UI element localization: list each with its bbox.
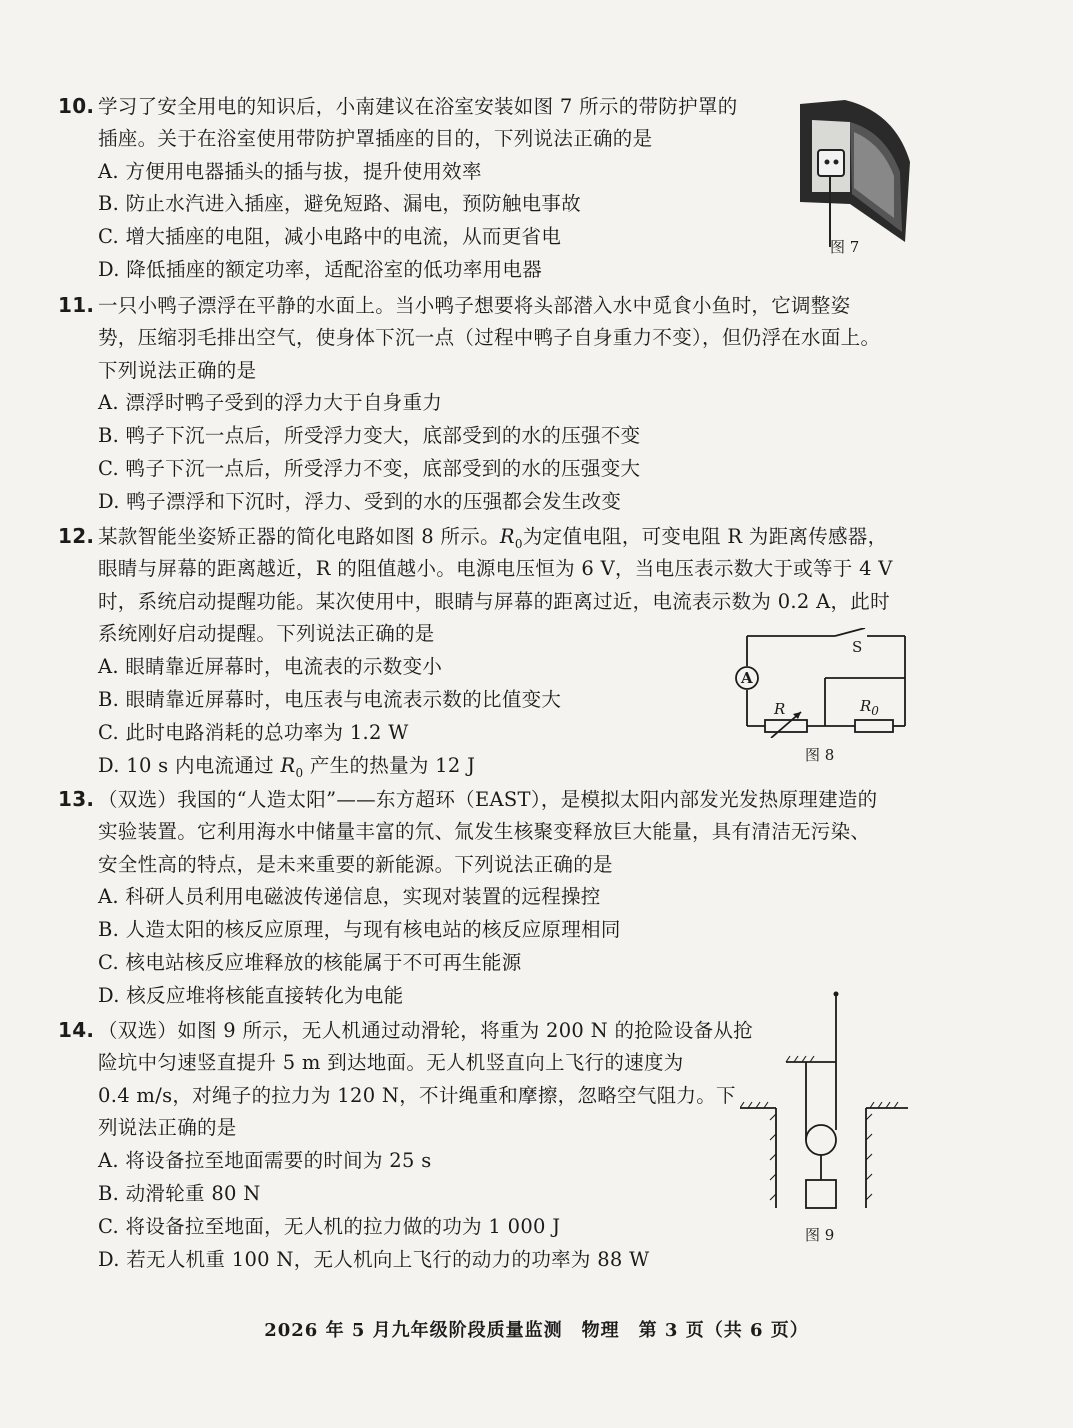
q14-stem-line4: 列说法正确的是 bbox=[98, 1116, 237, 1140]
q14-option-a: A. 将设备拉至地面需要的时间为 25 s bbox=[98, 1149, 432, 1173]
q13-option-a: A. 科研人员利用电磁波传递信息，实现对装置的远程操控 bbox=[98, 885, 601, 909]
q10-option-c: C. 增大插座的电阻，减小电路中的电流，从而更省电 bbox=[98, 225, 562, 249]
q14-stem-line2: 险坑中匀速竖直提升 5 m 到达地面。无人机竖直向上飞行的速度为 bbox=[98, 1050, 684, 1074]
q11-option-b: B. 鸭子下沉一点后，所受浮力变大，底部受到的水的压强不变 bbox=[98, 424, 641, 448]
q13-number: 13. bbox=[58, 787, 95, 811]
q12-option-b: B. 眼睛靠近屏幕时，电压表与电流表示数的比值变大 bbox=[98, 687, 562, 711]
q10-option-a: A. 方便用电器插头的插与拔，提升使用效率 bbox=[98, 159, 482, 183]
resistor-r-label: R bbox=[774, 700, 786, 718]
q10-stem-line1: 10. 学习了安全用电的知识后，小南建议在浴室安装如图 7 所示的带防护罩的 bbox=[58, 90, 1018, 123]
q11-stem-line1: 11. 一只小鸭子漂浮在平静的水面上。当小鸭子想要将头部潜入水中觅食小鱼时，它调整姿 bbox=[58, 289, 1018, 322]
q13-stem-line1: 13. （双选）我国的“人造太阳”——东方超环（EAST），是模拟太阳内部发光发热原理建造的 bbox=[58, 783, 1018, 816]
q13-option-d: D. 核反应堆将核能直接转化为电能 bbox=[98, 983, 404, 1007]
figure-9-pulley bbox=[740, 990, 920, 1220]
q11-option-a: A. 漂浮时鸭子受到的浮力大于自身重力 bbox=[98, 391, 443, 415]
resistor-r0-label: $R_0$ bbox=[860, 697, 879, 718]
q11-option-c: C. 鸭子下沉一点后，所受浮力不变，底部受到的水的压强变大 bbox=[98, 456, 641, 480]
q14-option-b: B. 动滑轮重 80 N bbox=[98, 1181, 261, 1205]
q12-stem-line3: 时，系统启动提醒功能。某次使用中，眼睛与屏幕的距离过近，电流表示数为 0.2 A，此时 bbox=[98, 589, 890, 613]
q11-option-d: D. 鸭子漂浮和下沉时，浮力、受到的水的压强都会发生改变 bbox=[98, 489, 622, 513]
q12-stem-line1: 12. 某款智能坐姿矫正器的简化电路如图 8 所示。$R_0$为定值电阻，可变电阻 R 为距离传感器， bbox=[58, 520, 1018, 553]
figure-7-socket-cover bbox=[790, 92, 915, 252]
q10-stem-line2: 插座。关于在浴室使用带防护罩插座的目的，下列说法正确的是 bbox=[98, 126, 653, 150]
question-13 bbox=[58, 783, 1018, 1013]
q12-option-a: A. 眼睛靠近屏幕时，电流表的示数变小 bbox=[98, 655, 443, 679]
figure-8-circuit bbox=[735, 628, 915, 738]
q12-stem-line2: 眼睛与屏幕的距离越近，R 的阻值越小。电源电压恒为 6 V，当电压表示数大于或等于 4 V bbox=[98, 556, 893, 580]
q11-stem-line2: 势，压缩羽毛排出空气，使身体下沉一点（过程中鸭子自身重力不变），但仍浮在水面上。 bbox=[98, 325, 881, 349]
q13-option-c: C. 核电站核反应堆释放的核能属于不可再生能源 bbox=[98, 950, 522, 974]
q14-option-d: D. 若无人机重 100 N，无人机向上飞行的动力的功率为 88 W bbox=[98, 1247, 650, 1271]
figure-9-caption: 图 9 bbox=[805, 1226, 835, 1244]
q10-option-d: D. 降低插座的额定功率，适配浴室的低功率用电器 bbox=[98, 257, 543, 281]
question-14 bbox=[58, 1014, 758, 1276]
q12-number: 12. bbox=[58, 524, 95, 548]
q10-number: 10. bbox=[58, 94, 95, 118]
q12-stem-line4: 系统刚好启动提醒。下列说法正确的是 bbox=[98, 622, 435, 646]
q14-number: 14. bbox=[58, 1018, 95, 1042]
figure-8-caption: 图 8 bbox=[805, 746, 835, 764]
question-11 bbox=[58, 289, 1018, 519]
q13-stem-line2: 实验装置。它利用海水中储量丰富的氘、氚发生核聚变释放巨大能量，具有清洁无污染、 bbox=[98, 819, 871, 843]
q14-stem-line1: 14. （双选）如图 9 所示，无人机通过动滑轮，将重为 200 N 的抢险设备从抢 bbox=[58, 1014, 758, 1047]
q14-option-c: C. 将设备拉至地面，无人机的拉力做的功为 1 000 J bbox=[98, 1214, 561, 1238]
switch-label: S bbox=[852, 638, 863, 656]
q13-stem-line3: 安全性高的特点，是未来重要的新能源。下列说法正确的是 bbox=[98, 852, 613, 876]
q11-number: 11. bbox=[58, 293, 95, 317]
q14-stem-line3: 0.4 m/s，对绳子的拉力为 120 N，不计绳重和摩擦，忽略空气阻力。下 bbox=[98, 1083, 736, 1107]
q10-option-b: B. 防止水汽进入插座，避免短路、漏电，预防触电事故 bbox=[98, 192, 582, 216]
q13-option-b: B. 人造太阳的核反应原理，与现有核电站的核反应原理相同 bbox=[98, 918, 621, 942]
q12-option-c: C. 此时电路消耗的总功率为 1.2 W bbox=[98, 720, 409, 744]
ammeter-label: A bbox=[741, 669, 753, 687]
page-footer: 2026 年 5 月九年级阶段质量监测 物理 第 3 页（共 6 页） bbox=[264, 1320, 809, 1341]
q11-stem-line3: 下列说法正确的是 bbox=[98, 358, 257, 382]
q12-option-d: D. 10 s 内电流通过 $R_0$ 产生的热量为 12 J bbox=[98, 753, 476, 780]
figure-7-caption: 图 7 bbox=[830, 238, 860, 256]
